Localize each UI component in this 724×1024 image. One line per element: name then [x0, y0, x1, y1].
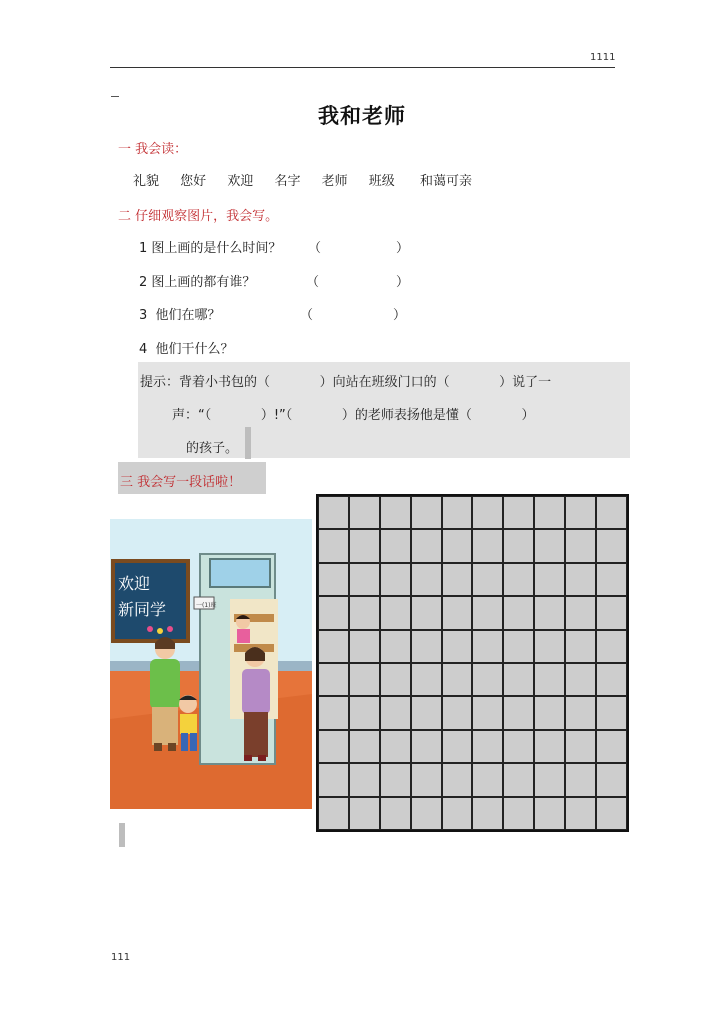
grid-cell[interactable]: [349, 630, 380, 663]
grid-cell[interactable]: [472, 630, 503, 663]
word-item: 和蔼可亲: [419, 174, 472, 189]
grid-cell[interactable]: [565, 730, 596, 763]
grid-cell[interactable]: [442, 730, 473, 763]
grid-cell[interactable]: [534, 696, 565, 729]
grid-cell[interactable]: [349, 529, 380, 562]
grid-cell[interactable]: [596, 563, 627, 596]
grid-cell[interactable]: [411, 563, 442, 596]
header-page-number: 1111: [590, 52, 616, 63]
question-2: 2 图上画的都有谁？: [139, 275, 256, 290]
grid-cell[interactable]: [534, 797, 565, 830]
page-title: 我和老师: [318, 104, 406, 128]
grid-cell[interactable]: [565, 797, 596, 830]
girl-figure: [236, 615, 250, 643]
grid-cell[interactable]: [318, 696, 349, 729]
grid-cell[interactable]: [380, 730, 411, 763]
grid-cell[interactable]: [349, 763, 380, 796]
grid-cell[interactable]: [411, 529, 442, 562]
grid-cell[interactable]: [565, 563, 596, 596]
grid-cell[interactable]: [596, 596, 627, 629]
grid-cell[interactable]: [472, 797, 503, 830]
board-text-1: 欢迎: [118, 574, 151, 593]
section3-heading: 三 我会写一段话啦！: [120, 475, 242, 490]
grid-cell[interactable]: [503, 696, 534, 729]
hint-line-1: 提示：背着小书包的（ ）向站在班级门口的（ ）说了一: [140, 375, 552, 390]
grid-cell[interactable]: [596, 496, 627, 529]
grid-cell[interactable]: [503, 730, 534, 763]
grid-cell[interactable]: [442, 630, 473, 663]
grid-cell[interactable]: [596, 730, 627, 763]
hint-line-2: 声：“（ ）!”（ ）的老师表扬他是懂（ ）: [172, 408, 535, 423]
answer-paren-open: （: [308, 241, 322, 256]
grid-cell[interactable]: [503, 596, 534, 629]
grid-cell[interactable]: [380, 696, 411, 729]
word-item: 欢迎: [227, 174, 254, 189]
grid-cell[interactable]: [411, 596, 442, 629]
board-text-2: 新同学: [118, 600, 167, 619]
answer-paren-open: （: [306, 275, 320, 290]
grid-cell[interactable]: [596, 630, 627, 663]
grid-cell[interactable]: [411, 696, 442, 729]
grid-cell[interactable]: [503, 529, 534, 562]
grid-cell[interactable]: [565, 763, 596, 796]
grid-cell[interactable]: [380, 797, 411, 830]
grid-cell[interactable]: [442, 763, 473, 796]
grid-cell[interactable]: [442, 596, 473, 629]
grid-cell[interactable]: [411, 763, 442, 796]
grid-cell[interactable]: [534, 630, 565, 663]
door-sign: 一(1)班: [196, 602, 217, 609]
grid-cell[interactable]: [503, 630, 534, 663]
grid-cell[interactable]: [472, 529, 503, 562]
grid-cell[interactable]: [318, 529, 349, 562]
grid-cell[interactable]: [472, 496, 503, 529]
grid-cell[interactable]: [565, 596, 596, 629]
footer-page-number: 111: [111, 952, 131, 963]
grid-cell[interactable]: [380, 596, 411, 629]
word-item: 老师: [321, 174, 348, 189]
grid-cell[interactable]: [318, 563, 349, 596]
grid-cell[interactable]: [349, 496, 380, 529]
grid-cell[interactable]: [318, 630, 349, 663]
corner-mark: [111, 96, 119, 97]
grid-cell[interactable]: [380, 529, 411, 562]
grid-cell[interactable]: [534, 663, 565, 696]
grid-cell[interactable]: [442, 663, 473, 696]
section2-heading: 二 仔细观察图片，我会写。: [118, 209, 279, 224]
grid-cell[interactable]: [472, 730, 503, 763]
grid-cell[interactable]: [565, 663, 596, 696]
question-1: 1 图上画的是什么时间？: [139, 241, 282, 256]
grid-cell[interactable]: [411, 663, 442, 696]
answer-paren-close: ）: [396, 241, 410, 256]
grid-cell[interactable]: [503, 563, 534, 596]
grid-cell[interactable]: [411, 797, 442, 830]
grid-cell[interactable]: [318, 663, 349, 696]
writing-grid[interactable]: [316, 494, 629, 832]
grid-cell[interactable]: [349, 797, 380, 830]
shade-bar: [245, 427, 251, 459]
grid-cell[interactable]: [442, 797, 473, 830]
grid-cell[interactable]: [534, 730, 565, 763]
question-4: 4 他们干什么？: [139, 342, 234, 357]
grid-cell[interactable]: [318, 730, 349, 763]
grid-cell[interactable]: [442, 496, 473, 529]
grid-cell[interactable]: [596, 696, 627, 729]
grid-cell[interactable]: [380, 496, 411, 529]
question-3: 3 他们在哪？: [139, 308, 221, 323]
word-item: 班级: [368, 174, 395, 189]
grid-cell[interactable]: [565, 496, 596, 529]
grid-cell[interactable]: [318, 596, 349, 629]
grid-cell[interactable]: [503, 663, 534, 696]
grid-cell[interactable]: [596, 763, 627, 796]
grid-cell[interactable]: [349, 563, 380, 596]
grid-cell[interactable]: [472, 763, 503, 796]
hint-line-3: 的孩子。: [186, 441, 239, 456]
answer-paren-open: （: [300, 308, 314, 323]
grid-cell[interactable]: [411, 496, 442, 529]
grid-cell[interactable]: [503, 797, 534, 830]
grid-cell[interactable]: [534, 529, 565, 562]
shade-bar: [119, 823, 125, 847]
answer-paren-close: ）: [396, 275, 410, 290]
grid-cell[interactable]: [380, 663, 411, 696]
grid-cell[interactable]: [596, 529, 627, 562]
grid-cell[interactable]: [380, 763, 411, 796]
grid-cell[interactable]: [411, 730, 442, 763]
grid-cell[interactable]: [318, 763, 349, 796]
grid-cell[interactable]: [472, 563, 503, 596]
grid-cell[interactable]: [503, 763, 534, 796]
grid-cell[interactable]: [596, 663, 627, 696]
grid-cell[interactable]: [349, 596, 380, 629]
grid-cell[interactable]: [380, 630, 411, 663]
grid-cell[interactable]: [318, 797, 349, 830]
grid-cell[interactable]: [534, 496, 565, 529]
grid-cell[interactable]: [596, 797, 627, 830]
grid-cell[interactable]: [534, 763, 565, 796]
grid-cell[interactable]: [318, 496, 349, 529]
grid-cell[interactable]: [349, 663, 380, 696]
grid-cell[interactable]: [411, 630, 442, 663]
grid-cell[interactable]: [472, 663, 503, 696]
grid-cell[interactable]: [442, 529, 473, 562]
header-rule: [110, 67, 615, 68]
grid-cell[interactable]: [565, 630, 596, 663]
section1-heading: 一 我会读：: [118, 142, 188, 157]
word-item: 礼貌: [133, 174, 160, 189]
student-figure: [179, 695, 197, 751]
grid-cell[interactable]: [534, 563, 565, 596]
classroom-illustration: [110, 519, 312, 809]
grid-cell[interactable]: [442, 696, 473, 729]
word-item: 您好: [180, 174, 207, 189]
answer-paren-close: ）: [393, 308, 407, 323]
grid-cell[interactable]: [349, 696, 380, 729]
grid-cell[interactable]: [442, 563, 473, 596]
grid-cell[interactable]: [349, 730, 380, 763]
grid-cell[interactable]: [472, 596, 503, 629]
reading-words: [133, 170, 489, 189]
grid-cell[interactable]: [472, 696, 503, 729]
grid-cell[interactable]: [534, 596, 565, 629]
grid-cell[interactable]: [380, 563, 411, 596]
grid-cell[interactable]: [565, 696, 596, 729]
grid-cell[interactable]: [503, 496, 534, 529]
word-item: 名字: [274, 174, 301, 189]
grid-cell[interactable]: [565, 529, 596, 562]
